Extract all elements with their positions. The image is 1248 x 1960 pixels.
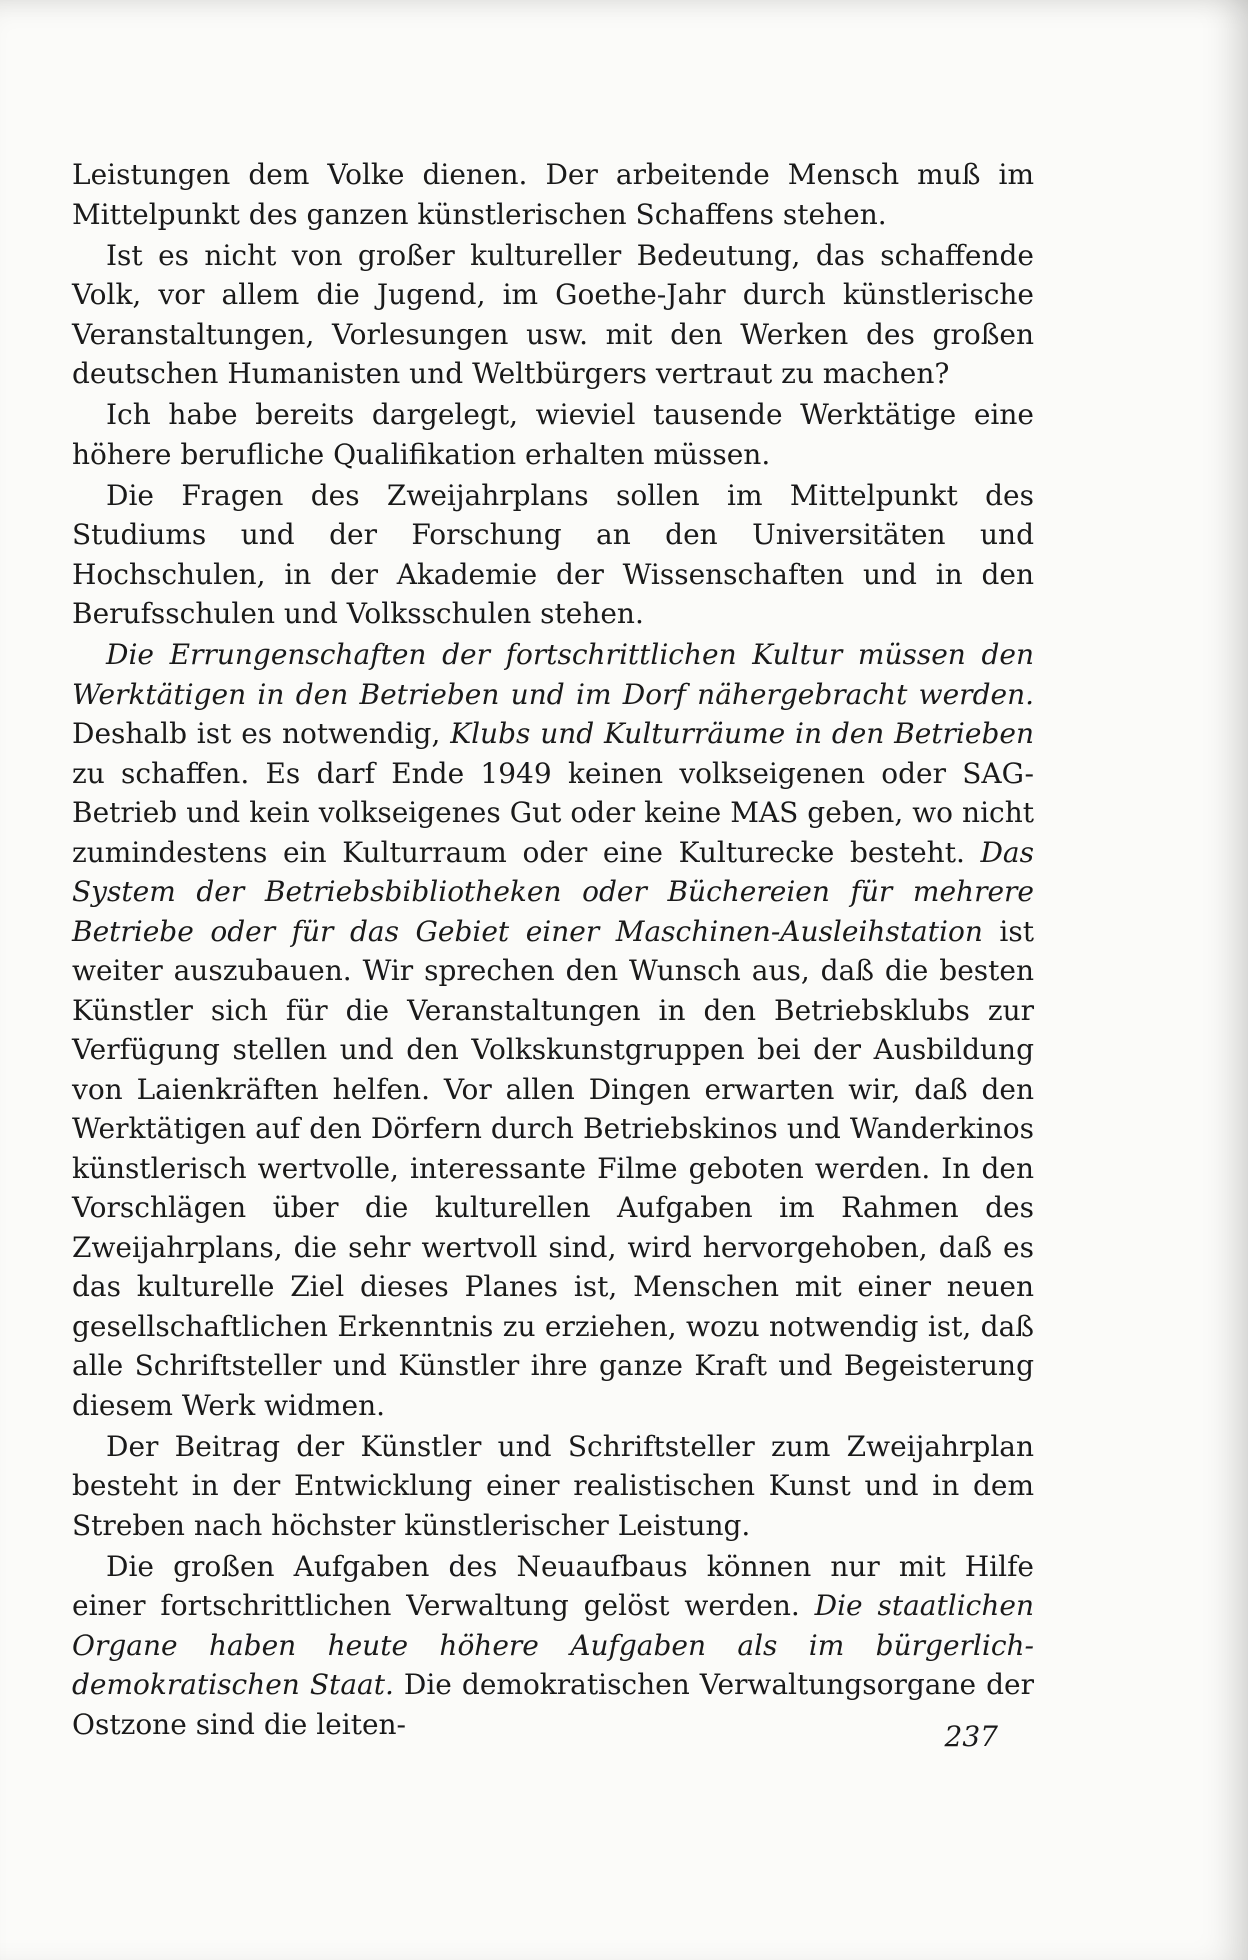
- paragraph: [72, 236, 1034, 394]
- body-text: [72, 155, 1034, 1746]
- text-segment: Ist es nicht von großer kultureller Bedeutung, das schaffende Volk, vor allem die Jugend, im Goethe-Jahr durch künstlerische Veranstaltungen, Vorlesungen usw. mit den Werken des großen deutschen Humanisten und Weltbürgers vertraut zu machen?: [72, 238, 1034, 390]
- italic-text-segment: Die Errungenschaften der fortschrittlichen Kultur müssen den Werktätigen in den Betrieben und im Dorf nähergebracht werden.: [72, 638, 1034, 711]
- text-segment: zu schaffen. Es darf Ende 1949 keinen volkseigenen oder SAG-Betrieb und kein volkseigenes Gut oder keine MAS geben, wo nicht zumindestens ein Kulturraum oder eine Kulturecke besteht.: [72, 756, 1034, 869]
- text-segment: Die demokratischen Verwaltungsorgane der Ostzone sind die leiten-: [72, 1668, 1035, 1741]
- text-segment: Die Fragen des Zweijahrplans sollen im Mittelpunkt des Studiums und der Forschung an den Universitäten und Hochschulen, in der Akademie der Wissenschaften und in den Berufsschulen und Volksschulen stehen.: [72, 478, 1034, 630]
- paragraph: [72, 395, 1034, 474]
- text-segment: Der Beitrag der Künstler und Schriftsteller zum Zweijahrplan besteht in der Entwicklung einer realistischen Kunst und in dem Streben nach höchster künstlerischer Leistung.: [72, 1429, 1034, 1542]
- paragraph: [72, 1427, 1034, 1546]
- text-segment: Leistungen dem Volke dienen. Der arbeitende Mensch muß im Mittelpunkt des ganzen künstlerischen Schaffens stehen.: [72, 158, 1034, 231]
- italic-text-segment: Das System der Betriebsbibliotheken oder Büchereien für mehrere Betriebe oder für das Gebiet einer Maschinen-Ausleihstation: [72, 835, 1034, 948]
- text-segment: ist weiter auszubauen. Wir sprechen den Wunsch aus, daß die besten Künstler sich für die Veranstaltungen in den Betriebsklubs zur Verfügung stellen und den Volkskunstgruppen bei der Ausbildung von Laienkräften helfen. Vor allen Dingen erwarten wir, daß den Werktätigen auf den Dörfern durch Betriebskinos und Wanderkinos künstlerisch wertvolle, interessante Filme geboten werden. In den Vorschlägen über die kulturellen Aufgaben im Rahmen des Zweijahrplans, die sehr wertvoll sind, wird hervorgehoben, daß es das kulturelle Ziel dieses Planes ist, Menschen mit einer neuen gesellschaftlichen Erkenntnis zu erziehen, wozu notwendig ist, daß alle Schriftsteller und Künstler ihre ganze Kraft und Begeisterung diesem Werk widmen.: [72, 914, 1034, 1422]
- page-number: 237: [944, 1720, 998, 1753]
- text-segment: Die großen Aufgaben des Neuaufbaus können nur mit Hilfe einer fortschrittlichen Verwaltung gelöst werden.: [72, 1549, 1034, 1622]
- italic-text-segment: Die staatlichen Organe haben heute höhere Aufgaben als im bürgerlich-demokratischen Staat.: [72, 1589, 1034, 1701]
- paragraph: [72, 476, 1034, 634]
- paragraph: [72, 155, 1034, 234]
- italic-text-segment: Klubs und Kulturräume in den Betrieben: [450, 717, 1034, 750]
- text-segment: Ich habe bereits dargelegt, wieviel tausende Werktätige eine höhere berufliche Qualifikation erhalten müssen.: [72, 398, 1034, 471]
- paragraph: [72, 1547, 1034, 1745]
- text-segment: Deshalb ist es notwendig,: [72, 717, 451, 750]
- paragraph: [72, 635, 1034, 1425]
